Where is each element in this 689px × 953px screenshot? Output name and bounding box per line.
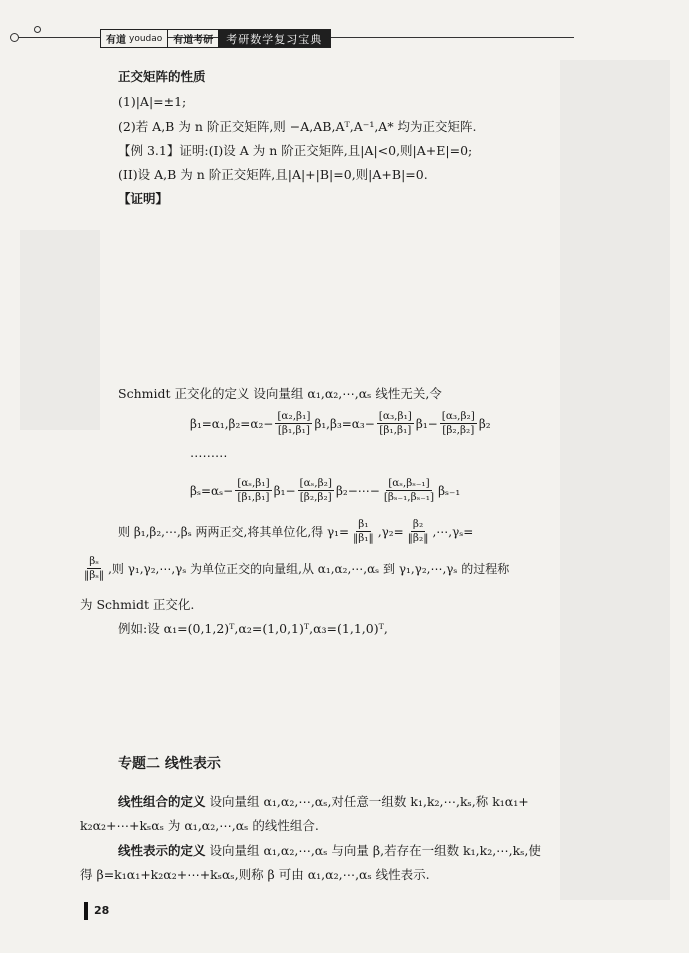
numerator: βₛ (89, 555, 99, 567)
linear-representation-def (118, 842, 541, 859)
denominator: [β₁,β₁] (379, 424, 412, 436)
denominator: [β₂,β₂] (442, 424, 475, 436)
def-text: 设向量组 α₁,α₂,⋯,αₛ 与向量 β,若存在一组数 k₁,k₂,⋯,kₛ,使 (205, 843, 541, 858)
book-title: 考研数学复习宝典 (218, 30, 330, 47)
formula-text: βₛ=αₛ− (190, 483, 234, 498)
normalization-line (118, 518, 473, 545)
denominator: [β₁,β₁] (277, 424, 310, 436)
ellipsis-rows: ⋯⋯⋯ (190, 448, 228, 463)
page-number-bar (84, 902, 88, 920)
heading-orthogonal-props: 正交矩阵的性质 (118, 69, 206, 84)
formula-text: βₛ₋₁ (438, 483, 461, 498)
example-3-1-part1: 【例 3.1】证明:(I)设 A 为 n 阶正交矩阵,且|A|<0,则|A+E|=0; (118, 143, 473, 158)
denominator: [β₂,β₂] (299, 491, 332, 503)
fraction (377, 410, 414, 437)
page-number: 28 (94, 904, 110, 917)
def-text: 设向量组 α₁,α₂,⋯,αₛ,对任意一组数 k₁,k₂,⋯,kₛ,称 k₁α₁+ (205, 794, 529, 809)
numerator: [αₛ,β₂] (299, 477, 332, 489)
property-2: (2)若 A,B 为 n 阶正交矩阵,则 −A,AB,Aᵀ,A⁻¹,A* 均为正交矩阵. (118, 119, 477, 134)
fraction (82, 555, 106, 582)
header-ornament (10, 33, 19, 42)
fraction (275, 410, 312, 437)
linear-combination-def-cont: k₂α₂+⋯+kₛαₛ 为 α₁,α₂,⋯,αₛ 的线性组合. (80, 818, 319, 833)
fraction (235, 477, 271, 504)
numerator: β₁ (358, 518, 369, 530)
show-through-right (560, 60, 670, 900)
schmidt-conclusion: 为 Schmidt 正交化. (80, 597, 195, 612)
show-through-left (20, 230, 100, 430)
formula-text: ,γ₂= (377, 524, 404, 539)
formula-text: ,则 γ₁,γ₂,⋯,γₛ 为单位正交的向量组,从 α₁,α₂,⋯,αₛ 到 γ₁,γ₂,⋯,γₛ 的过程称 (108, 562, 510, 576)
formula-text: β₁=α₁,β₂=α₂− (190, 416, 274, 431)
fraction (298, 477, 334, 504)
header-tag (100, 29, 331, 48)
proof-label: 【证明】 (118, 191, 169, 206)
schmidt-formula-s (190, 477, 460, 504)
formula-text: β₁,β₃=α₃− (314, 416, 375, 431)
denominator: ‖β₁‖ (353, 532, 374, 544)
numerator: [αₛ,βₛ₋₁] (388, 477, 430, 489)
denominator: ‖βₛ‖ (84, 569, 105, 581)
fraction (406, 518, 431, 545)
denominator: ‖β₂‖ (407, 532, 429, 544)
formula-text: ,⋯,γₛ= (432, 524, 474, 539)
formula-text: β₂ (478, 416, 491, 431)
fraction (440, 410, 477, 437)
denominator: [βₛ₋₁,βₛ₋₁] (383, 491, 435, 503)
example-3-1-part2: (II)设 A,B 为 n 阶正交矩阵,且|A|+|B|=0,则|A+B|=0. (118, 167, 428, 182)
numerator: [α₃,β₂] (441, 410, 475, 422)
brand-logo (101, 30, 167, 47)
property-1: (1)|A|=±1; (118, 94, 187, 109)
formula-text: β₂−⋯− (335, 483, 380, 498)
formula-text: 则 β₁,β₂,⋯,βₛ 两两正交,将其单位化,得 γ₁= (118, 525, 350, 539)
header-ornament-small (34, 26, 41, 33)
fraction (351, 518, 376, 545)
term-linear-combination: 线性组合的定义 (118, 794, 206, 809)
brand-en: youdao (129, 33, 163, 44)
schmidt-formula-1 (190, 410, 491, 437)
brand-cn: 有道 (106, 35, 126, 46)
normalization-line-2 (80, 555, 509, 582)
example-vectors: 例如:设 α₁=(0,1,2)ᵀ,α₂=(1,0,1)ᵀ,α₃=(1,1,0)ᵀ, (118, 621, 388, 636)
section-title: 专题二 线性表示 (118, 756, 221, 772)
formula-text: β₁− (273, 483, 296, 498)
schmidt-definition: Schmidt 正交化的定义 设向量组 α₁,α₂,⋯,αₛ 线性无关,令 (118, 386, 442, 401)
linear-combination-def (118, 793, 529, 810)
formula-text: β₁− (415, 416, 438, 431)
numerator: [α₃,β₁] (378, 410, 412, 422)
numerator: [αₛ,β₁] (237, 477, 270, 489)
numerator: β₂ (412, 518, 424, 530)
linear-representation-def-cont: 得 β=k₁α₁+k₂α₂+⋯+kₛαₛ,则称 β 可由 α₁,α₂,⋯,αₛ 线性表示. (80, 867, 430, 882)
fraction (382, 477, 436, 504)
header-subtitle: 有道考研 (173, 35, 214, 46)
denominator: [β₁,β₁] (237, 491, 270, 503)
numerator: [α₂,β₁] (277, 410, 311, 422)
term-linear-representation: 线性表示的定义 (118, 843, 206, 858)
